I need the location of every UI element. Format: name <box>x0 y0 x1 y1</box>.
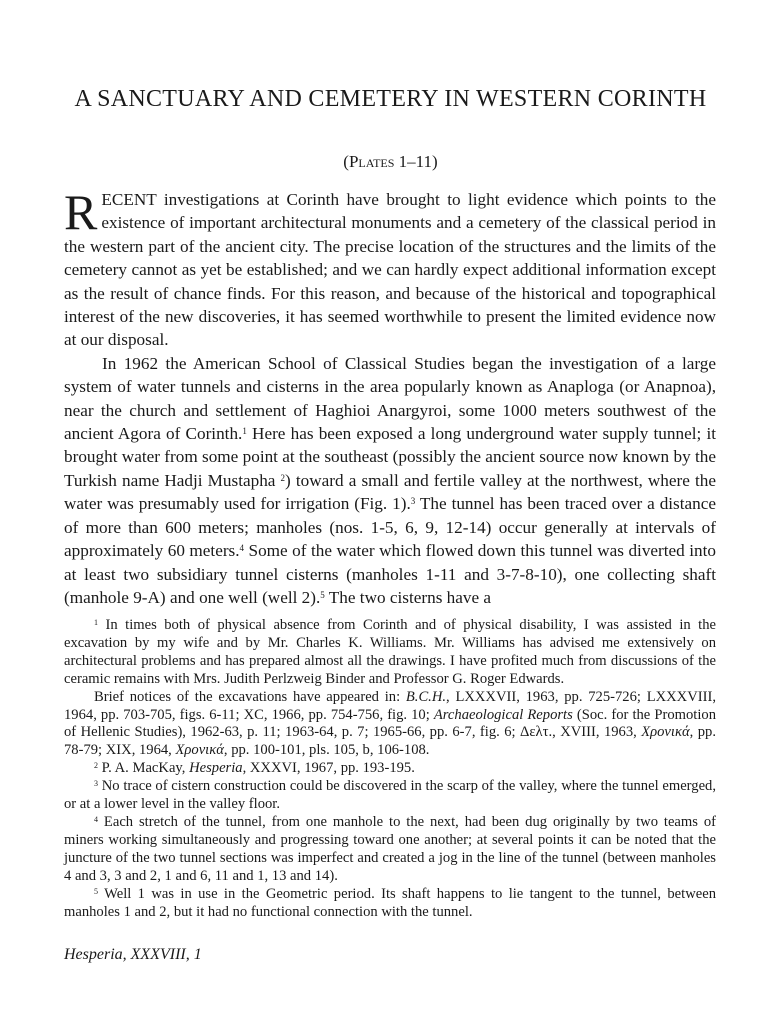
footnote-1b-text-5: , pp. 78-79; XIX, 1964, <box>64 724 716 759</box>
footnote-5 <box>64 886 716 922</box>
article-title: A SANCTUARY AND CEMETERY IN WESTERN CORINTH <box>74 86 707 112</box>
footnotes <box>64 617 716 921</box>
plates-label: Plates 1–11 <box>348 152 433 171</box>
paragraph-1-text: ECENT investigations at Corinth have brought to light evidence which points to the existence of important architectural monuments and a cemetery of the classical period in the western part of the ancient city. The precise location of the structures and the limits of the cemetery cannot as yet be established; and we can hardly expect additional information except as the result of chance finds. For this reason, and because of the historical and topographical interest of the new discoveries, it has seemed worthwhile to present the limited evidence now at our disposal. <box>64 190 716 350</box>
footnote-marker-5: 5 <box>94 886 98 896</box>
footnote-marker-3: 3 <box>94 779 98 789</box>
footnote-marker-2: 2 <box>94 761 98 771</box>
chronika-1: Χρονικά <box>641 724 690 741</box>
journal-hesperia: Hesperia <box>189 760 243 777</box>
chronika-2: Χρονικά <box>175 742 224 759</box>
main-text <box>64 184 717 609</box>
paragraph-2-text-d: The tunnel has been traced over a distance of more than 600 meters; manholes (nos. 1-5, 6, 9, 12-14) occur generally at intervals of approximately 60 meters. <box>64 494 717 561</box>
footnote-2-text-2: , XXXVI, 1967, pp. 193-195. <box>242 760 415 777</box>
footnote-marker-1: 1 <box>94 618 98 627</box>
footnote-ref-5[interactable]: 5 <box>320 589 325 600</box>
footnote-2 <box>64 760 716 778</box>
footnote-4 <box>64 814 716 886</box>
paragraph-2-text-e: Some of the water which flowed down this tunnel was diverted into at least two subsidiary tunnel cisterns (manholes 1-11 and 3-7-8-10), one collecting shaft (manhole 9-A) and one well (well 2). <box>64 541 716 607</box>
footnote-ref-3[interactable]: 3 <box>410 496 416 507</box>
footnote-1b-text-3: (Soc. for the Promotion of Hellenic Studies), 1962-63, p. 11; 1963-64, p. 7; 1965-66, pp. 6-7, fig. 6; <box>64 706 716 741</box>
footnote-1-text: In times both of physical absence from Corinth and of physical disability, I was assisted in the excavation by my wife and by Mr. Charles K. Williams. Mr. Williams has advised me extensively on architectural problems and has prepared almost all the drawings. I have profited much from discussions of the ceramic remains with Mrs. Judith Perlzweig Binder and Professor G. Roger Edwards. <box>64 617 717 687</box>
footnote-3 <box>64 778 716 814</box>
footnote-marker-4: 4 <box>94 814 98 824</box>
footnote-1 <box>64 617 716 689</box>
footnote-ref-1[interactable]: 1 <box>242 426 247 437</box>
footnote-1-continued <box>64 689 716 761</box>
footnote-4-text: Each stretch of the tunnel, from one manhole to the next, had been dug originally by two teams of miners working simultaneously and progressing toward one another; at several points it can be noted that the juncture of the two tunnel sections was imperfect and created a jog in the line of the tunnel (between manholes 4 and 3, 3 and 2, 1 and 6, 11 and 1, 13 and 14). <box>64 813 716 884</box>
footnote-1b-text-4: , XVIII, 1963, <box>552 724 642 741</box>
footnote-3-text: No trace of cistern construction could be discovered in the scarp of the valley, where the tunnel emerged, or at a lower level in the valley floor. <box>64 778 716 813</box>
drop-cap: R <box>64 184 98 240</box>
footnote-ref-2[interactable]: 2 <box>280 472 286 483</box>
paragraph-2-text-b: Here has been exposed a long underground water supply tunnel; it brought water from some point at the southeast (possibly the ancient source now known by the Turkish name Hadji Mustapha <box>64 424 716 490</box>
journal-deltion: Δελτ. <box>520 724 553 741</box>
footnote-1b-text: Brief notices of the excavations have appeared in: <box>94 688 406 705</box>
footnote-1b-text-6: , pp. 100-101, pls. 105, b, 106-108. <box>223 742 430 759</box>
paragraph-1 <box>64 184 716 352</box>
journal-bch: B.C.H. <box>405 688 447 705</box>
running-footer: Hesperia, XXXVIII, 1 <box>64 946 202 963</box>
footnote-2-text: P. A. MacKay, <box>101 760 190 777</box>
footnote-ref-4[interactable]: 4 <box>239 543 245 554</box>
paragraph-2-text-a: In 1962 the American School of Classical Studies began the investigation of a large system of water tunnels and cisterns in the area popularly known as Anaploga (or Anapnoa), near the church and settlement of Haghioi Anargyroi, some 1000 meters southwest of the ancient Agora of Corinth. <box>64 353 716 444</box>
footnote-1b-text-2: , LXXXVII, 1963, pp. 725-726; LXXXVIII, 1964, pp. 703-705, figs. 6-11; XC, 1966, pp. 754-756, fig. 10; <box>64 688 716 723</box>
paragraph-2-text-f: The two cisterns have a <box>324 587 492 607</box>
journal-archaeological-reports: Archaeological Reports <box>433 706 573 723</box>
footnote-5-text: Well 1 was in use in the Geometric period. Its shaft happens to lie tangent to the tunnel, between manholes 1 and 2, but it had no functional connection with the tunnel. <box>64 885 716 920</box>
paragraph-2 <box>64 352 716 609</box>
plates-reference: (Plates 1–11) <box>343 152 438 171</box>
paragraph-2-text-c: ) toward a small and fertile valley at the northwest, where the water was presumably used for irrigation (Fig. 1). <box>64 470 716 514</box>
